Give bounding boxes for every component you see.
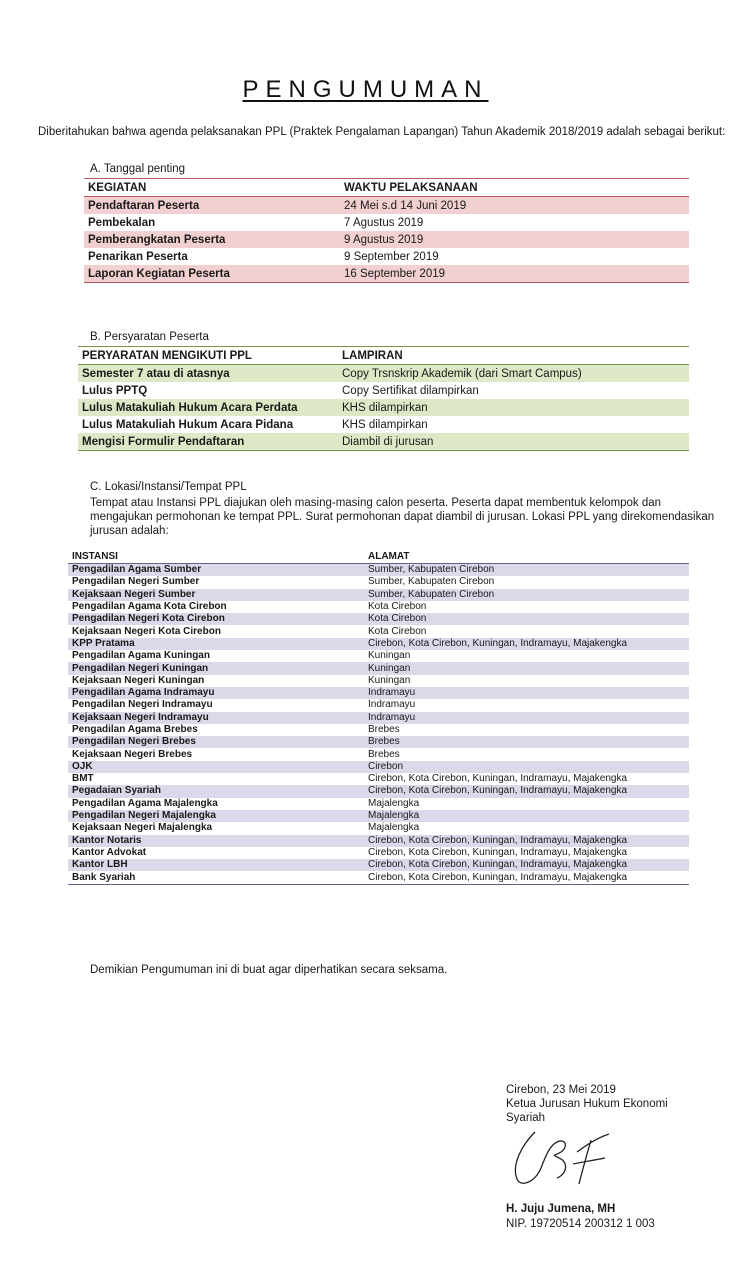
column-header-persyaratan: PERYARATAN MENGIKUTI PPL: [78, 347, 338, 365]
table-cell-name: Pengadilan Agama Indramayu: [68, 687, 364, 699]
table-cell-name: Pengadilan Agama Sumber: [68, 564, 364, 577]
closing-statement: Demikian Pengumuman ini di buat agar diperhatikan secara seksama.: [90, 964, 448, 976]
table-cell-name: Pengadilan Negeri Majalengka: [68, 810, 364, 822]
intro-paragraph: Diberitahukan bahwa agenda pelaksanakan PPL (Praktek Pengalaman Lapangan) Tahun Akademik 2018/2019 adalah sebagai berikut:: [38, 126, 726, 138]
table-cell-value: Kota Cirebon: [364, 613, 689, 625]
table-cell-name: Pengadilan Negeri Indramayu: [72, 699, 213, 711]
table-cell-value: Cirebon, Kota Cirebon, Kuningan, Indramayu, Majakengka: [364, 835, 689, 847]
table-cell-name: KPP Pratama: [68, 638, 364, 650]
table-row: [68, 847, 689, 859]
table-row: [68, 576, 689, 588]
important-dates-table: [84, 178, 689, 283]
table-cell-name: Kejaksaan Negeri Kuningan: [72, 674, 205, 686]
table-cell-name: Pengadilan Agama Brebes: [72, 724, 198, 735]
table-cell-name: BMT: [72, 773, 94, 785]
signature-role-line2: Syariah: [506, 1112, 545, 1124]
table-cell-value: Sumber, Kabupaten Cirebon: [368, 576, 495, 588]
table-cell-value: Cirebon, Kota Cirebon, Kuningan, Indramayu, Majakengka: [364, 785, 689, 797]
table-row: [84, 248, 689, 265]
section-a-label: A. Tanggal penting: [90, 163, 186, 175]
table-row: [68, 699, 689, 711]
table-cell-value: Kota Cirebon: [368, 601, 427, 613]
table-cell-value: Sumber, Kabupaten Cirebon: [364, 589, 689, 601]
table-row: [78, 382, 689, 399]
table-cell-value: 9 Agustus 2019: [340, 231, 689, 248]
table-cell-value: Kuningan: [368, 650, 411, 662]
table-cell-value: Indramayu: [364, 712, 689, 724]
table-row: [68, 724, 689, 736]
table-row: [68, 736, 689, 748]
table-cell-value: Copy Trsnskrip Akademik (dari Smart Campus): [338, 365, 689, 383]
table-cell-name: Pengadilan Agama Kota Cirebon: [72, 601, 227, 613]
table-cell-name: Pegadaian Syariah: [68, 785, 364, 797]
section-c-label: C. Lokasi/Instansi/Tempat PPL: [90, 481, 247, 493]
table-cell-value: Copy Sertifikat dilampirkan: [342, 384, 479, 397]
table-cell-value: 16 September 2019: [340, 265, 689, 283]
table-row: [68, 687, 689, 699]
table-row: [68, 675, 689, 687]
table-row: [68, 613, 689, 625]
table-cell-name: Lulus PPTQ: [82, 384, 148, 397]
table-cell-value: Sumber, Kabupaten Cirebon: [364, 564, 689, 577]
table-row: [68, 798, 689, 810]
table-row: [68, 859, 689, 871]
table-row: [68, 785, 689, 797]
table-cell-value: Kuningan: [364, 662, 689, 674]
table-cell-value: KHS dilampirkan: [338, 399, 689, 416]
requirements-table: [78, 346, 689, 451]
table-row: [68, 638, 689, 650]
table-row: [68, 625, 689, 637]
table-cell-name: Pemberangkatan Peserta: [84, 231, 340, 248]
table-cell-value: Cirebon, Kota Cirebon, Kuningan, Indramayu, Majakengka: [368, 846, 628, 858]
table-cell-name: Kejaksaan Negeri Kota Cirebon: [72, 625, 221, 637]
table-row: [78, 416, 689, 433]
table-cell-value: Majalengka: [368, 797, 420, 809]
table-row: [84, 231, 689, 248]
table-cell-value: Cirebon, Kota Cirebon, Kuningan, Indramayu, Majakengka: [364, 638, 689, 650]
section-b-label: B. Persyaratan Peserta: [90, 331, 209, 343]
table-cell-name: Lulus Matakuliah Hukum Acara Perdata: [78, 399, 338, 416]
table-cell-name: Laporan Kegiatan Peserta: [84, 265, 340, 283]
table-row: [68, 589, 689, 601]
table-cell-value: 9 September 2019: [344, 250, 439, 263]
table-cell-name: OJK: [68, 761, 364, 773]
table-cell-value: Kuningan: [368, 674, 411, 686]
table-cell-name: Mengisi Formulir Pendaftaran: [78, 433, 338, 451]
table-cell-value: 24 Mei s.d 14 Juni 2019: [340, 197, 689, 215]
table-cell-name: Lulus Matakuliah Hukum Acara Pidana: [82, 418, 294, 431]
table-row: [68, 601, 689, 613]
table-row: [78, 399, 689, 416]
table-cell-value: Cirebon, Kota Cirebon, Kuningan, Indramayu, Majakengka: [364, 859, 689, 871]
table-cell-name: Semester 7 atau di atasnya: [78, 365, 338, 383]
table-header-row: [78, 347, 689, 365]
table-cell-value: Majalengka: [364, 810, 689, 822]
table-cell-value: Diambil di jurusan: [338, 433, 689, 451]
locations-table: [68, 550, 689, 885]
table-cell-name: Pengadilan Negeri Brebes: [68, 736, 364, 748]
table-cell-name: Kejaksaan Negeri Indramayu: [68, 712, 364, 724]
page-title: PENGUMUMAN: [242, 76, 489, 103]
table-row: [68, 871, 689, 884]
table-row: [78, 433, 689, 451]
table-cell-name: Pengadilan Negeri Kuningan: [68, 662, 364, 674]
table-cell-name: Kantor Notaris: [68, 835, 364, 847]
table-cell-value: Brebes: [368, 748, 400, 760]
table-cell-name: Penarikan Peserta: [88, 250, 188, 263]
table-row: [68, 712, 689, 724]
section-c-paragraph: Tempat atau Instansi PPL diajukan oleh masing-masing calon peserta. Peserta dapat membentuk kelompok dan mengajukan permohonan ke tempat PPL. Surat permohonan dapat diambil di jurusan. Lokasi PPL yang direkomendasikan jurusan adalah:: [90, 497, 715, 537]
table-row: [84, 197, 689, 215]
table-cell-value: Cirebon: [364, 761, 689, 773]
table-row: [78, 365, 689, 383]
table-row: [68, 773, 689, 785]
table-cell-name: Pembekalan: [88, 216, 156, 229]
table-cell-value: Brebes: [364, 736, 689, 748]
table-cell-value: Indramayu: [364, 687, 689, 699]
table-cell-value: Cirebon, Kota Cirebon, Kuningan, Indramayu, Majakengka: [364, 871, 689, 884]
column-header-alamat: ALAMAT: [364, 550, 689, 564]
table-cell-value: Cirebon, Kota Cirebon, Kuningan, Indramayu, Majakengka: [368, 773, 628, 785]
table-row: [68, 835, 689, 847]
table-cell-name: Pendaftaran Peserta: [84, 197, 340, 215]
table-cell-value: Brebes: [368, 724, 400, 735]
signatory-name: H. Juju Jumena, MH: [506, 1203, 616, 1215]
table-cell-name: Kantor Advokat: [72, 846, 147, 858]
table-row: [84, 214, 689, 231]
table-cell-name: Pengadilan Agama Kuningan: [72, 650, 210, 662]
signature-block: [506, 1083, 668, 1125]
table-cell-value: Kota Cirebon: [368, 625, 427, 637]
table-cell-name: Kejaksaan Negeri Sumber: [68, 589, 364, 601]
signature-place-date: Cirebon, 23 Mei 2019: [506, 1084, 616, 1096]
table-cell-name: Pengadilan Agama Majalengka: [72, 797, 218, 809]
column-header-kegiatan: KEGIATAN: [84, 179, 340, 197]
table-cell-value: Majalengka: [368, 822, 420, 834]
table-header-row: [84, 179, 689, 197]
column-header-instansi: INSTANSI: [68, 550, 364, 564]
table-cell-name: Pengadilan Negeri Kota Cirebon: [68, 613, 364, 625]
table-row: [68, 662, 689, 674]
column-header-waktu: WAKTU PELAKSANAAN: [340, 179, 689, 197]
table-row: [68, 761, 689, 773]
table-header-row: [68, 550, 689, 564]
table-cell-name: Pengadilan Negeri Sumber: [72, 576, 200, 588]
table-row: [68, 650, 689, 662]
table-cell-name: Kantor LBH: [68, 859, 364, 871]
table-cell-name: Kejaksaan Negeri Brebes: [72, 748, 193, 760]
signatory-nip: NIP. 19720514 200312 1 003: [506, 1218, 655, 1230]
table-cell-name: Bank Syariah: [68, 871, 364, 884]
table-cell-name: Kejaksaan Negeri Majalengka: [72, 822, 213, 834]
table-row: [84, 265, 689, 283]
table-row: [68, 748, 689, 760]
signature-role-line1: Ketua Jurusan Hukum Ekonomi: [506, 1098, 668, 1110]
column-header-lampiran: LAMPIRAN: [338, 347, 689, 365]
table-row: [68, 822, 689, 834]
table-cell-value: KHS dilampirkan: [342, 418, 428, 431]
table-row: [68, 810, 689, 822]
table-row: [68, 564, 689, 577]
table-cell-value: Indramayu: [368, 699, 416, 711]
handwritten-signature-icon: [505, 1124, 625, 1194]
table-cell-value: 7 Agustus 2019: [344, 216, 424, 229]
